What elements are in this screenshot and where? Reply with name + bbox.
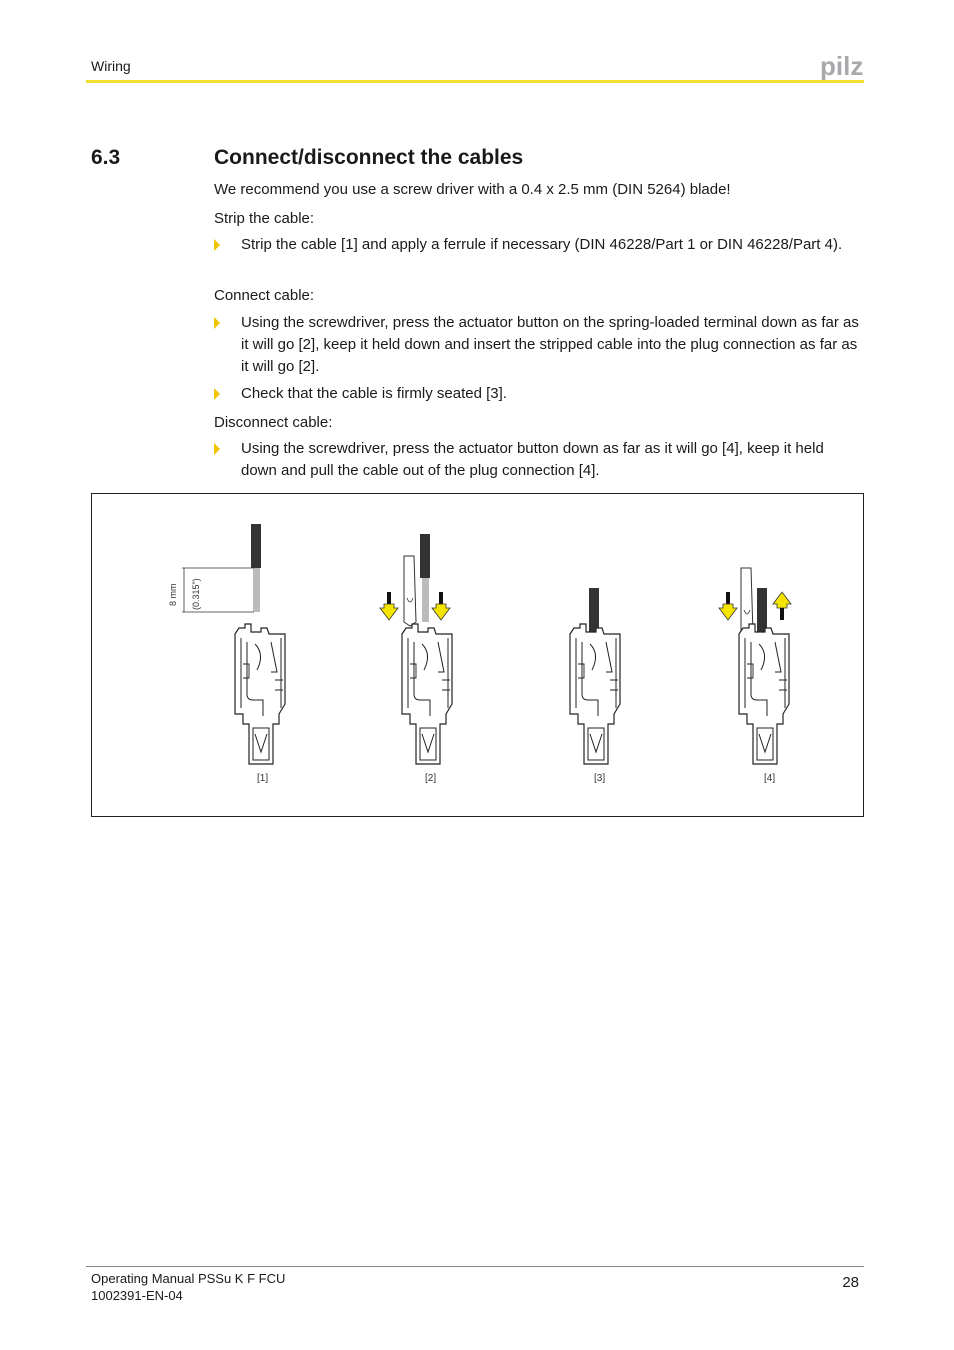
footer-doc-number: 1002391-EN-04 — [91, 1288, 183, 1303]
section-number: 6.3 — [91, 146, 121, 169]
strip-heading: Strip the cable: — [214, 210, 315, 227]
page-number: 28 — [842, 1274, 859, 1291]
footer-rule — [86, 1266, 864, 1267]
wiring-figure — [91, 493, 864, 817]
pilz-logo — [820, 54, 864, 80]
svg-text:pilz: pilz — [820, 54, 864, 80]
intro-paragraph: We recommend you use a screw driver with a 0.4 x 2.5 mm (DIN 5264) blade! — [214, 181, 731, 198]
footer-manual-title: Operating Manual PSSu K F FCU — [91, 1271, 286, 1286]
figure-label-2: [2] — [425, 773, 437, 784]
bullet-arrow-icon — [214, 317, 220, 329]
disconnect-heading: Disconnect cable: — [214, 414, 333, 431]
dimension-mm-label: 8 mm — [168, 583, 178, 606]
terminal-illustration — [92, 494, 863, 816]
step-3-seated — [570, 588, 620, 764]
bullet-arrow-icon — [214, 239, 220, 251]
dimension-inch-label: (0.315") — [191, 578, 201, 610]
step-1-strip — [168, 524, 285, 764]
step-4-disconnect — [719, 568, 791, 764]
bullet-arrow-icon — [214, 443, 220, 455]
bullet-arrow-icon — [214, 388, 220, 400]
running-header: Wiring — [91, 58, 131, 74]
step-2-insert — [380, 534, 452, 764]
figure-label-4: [4] — [764, 773, 776, 784]
figure-label-1: [1] — [257, 773, 269, 784]
connect-heading: Connect cable: — [214, 287, 315, 304]
section-title: Connect/disconnect the cables — [214, 146, 524, 169]
header-rule — [86, 80, 864, 83]
figure-label-3: [3] — [594, 773, 606, 784]
